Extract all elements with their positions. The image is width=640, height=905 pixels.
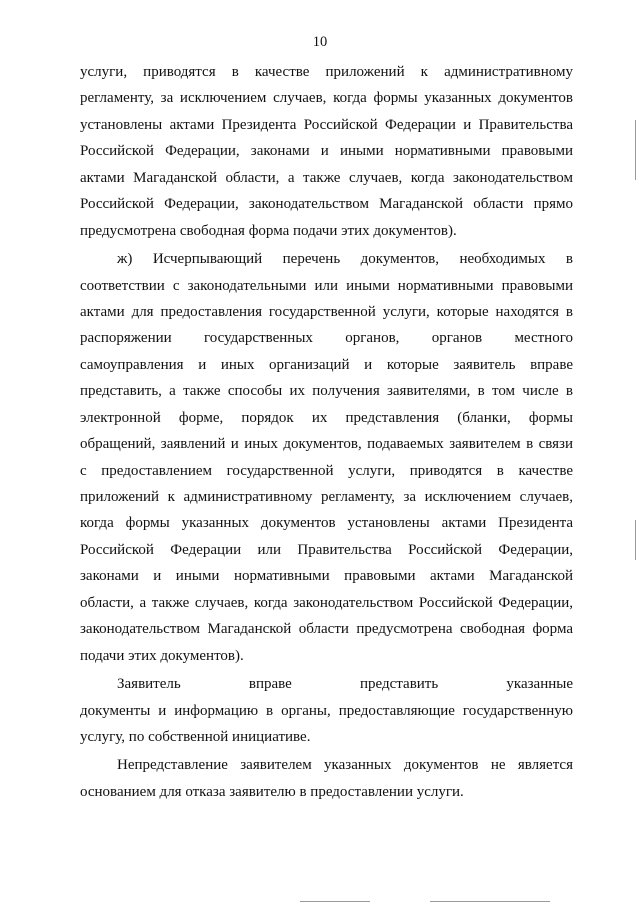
text-line: Непредставление заявителем указанных документов не является xyxy=(117,757,573,774)
text-line: документы и информацию в органы, предоставляющие государственную xyxy=(80,702,573,719)
scan-edge-mark xyxy=(635,120,636,180)
paragraph-2 xyxy=(80,246,573,669)
paragraph-4 xyxy=(80,752,573,805)
text-line: когда формы указанных документов установлены актами Президента xyxy=(80,515,573,532)
scan-edge-mark xyxy=(300,901,370,902)
text-line: области, а также случаев, когда законодательством Российской Федерации, xyxy=(80,594,573,611)
paragraph-3 xyxy=(80,671,573,750)
text-line: законами и иными нормативными правовыми актами Магаданской xyxy=(80,568,573,585)
text-line: актами Магаданской области, а также случаев, когда законодательством xyxy=(80,169,573,186)
text-line: регламенту, за исключением случаев, когда формы указанных документов xyxy=(80,90,573,107)
text-line: Российской Федерации, законодательством Магаданской области прямо xyxy=(80,196,573,213)
body-text xyxy=(80,59,573,805)
text-line: ж) Исчерпывающий перечень документов, необходимых в xyxy=(117,251,573,268)
text-line: соответствии с законодательными или иными нормативными правовыми xyxy=(80,277,573,294)
page-number: 10 xyxy=(312,34,328,50)
scan-edge-mark xyxy=(635,520,636,560)
text-line: услуги, приводятся в качестве приложений к административному xyxy=(80,64,573,80)
text-line: электронной форме, порядок их представления (бланки, формы xyxy=(80,409,573,426)
text-line: самоуправления и иных организаций и которые заявитель вправе xyxy=(80,356,573,373)
text-line: основанием для отказа заявителю в предоставлении услуги. xyxy=(80,783,464,800)
text-line: распоряжении государственных органов, органов местного xyxy=(80,330,573,347)
text-line: предусмотрена свободная форма подачи этих документов). xyxy=(80,222,457,239)
text-line: подачи этих документов). xyxy=(80,647,244,664)
text-line: актами для предоставления государственной услуги, которые находятся в xyxy=(80,303,573,320)
text-line: представить, а также способы их получения заявителями, в том числе в xyxy=(80,383,573,400)
scan-edge-mark xyxy=(430,901,550,902)
text-line: услугу, по собственной инициативе. xyxy=(80,728,311,745)
text-line: обращений, заявлений и иных документов, подаваемых заявителем в связи xyxy=(80,436,573,453)
text-line: приложений к административному регламенту, за исключением случаев, xyxy=(80,489,573,505)
text-line: Российской Федерации или Правительства Российской Федерации, xyxy=(80,541,573,558)
text-line: Российской Федерации, законами и иными нормативными правовыми xyxy=(80,143,573,160)
text-line: законодательством Магаданской области предусмотрена свободная форма xyxy=(80,621,573,638)
paragraph-1 xyxy=(80,59,573,244)
text-line: с предоставлением государственной услуги, приводятся в качестве xyxy=(80,462,573,479)
text-line: Заявитель вправе представить указанные xyxy=(117,676,573,693)
text-line: установлены актами Президента Российской Федерации и Правительства xyxy=(80,116,573,133)
